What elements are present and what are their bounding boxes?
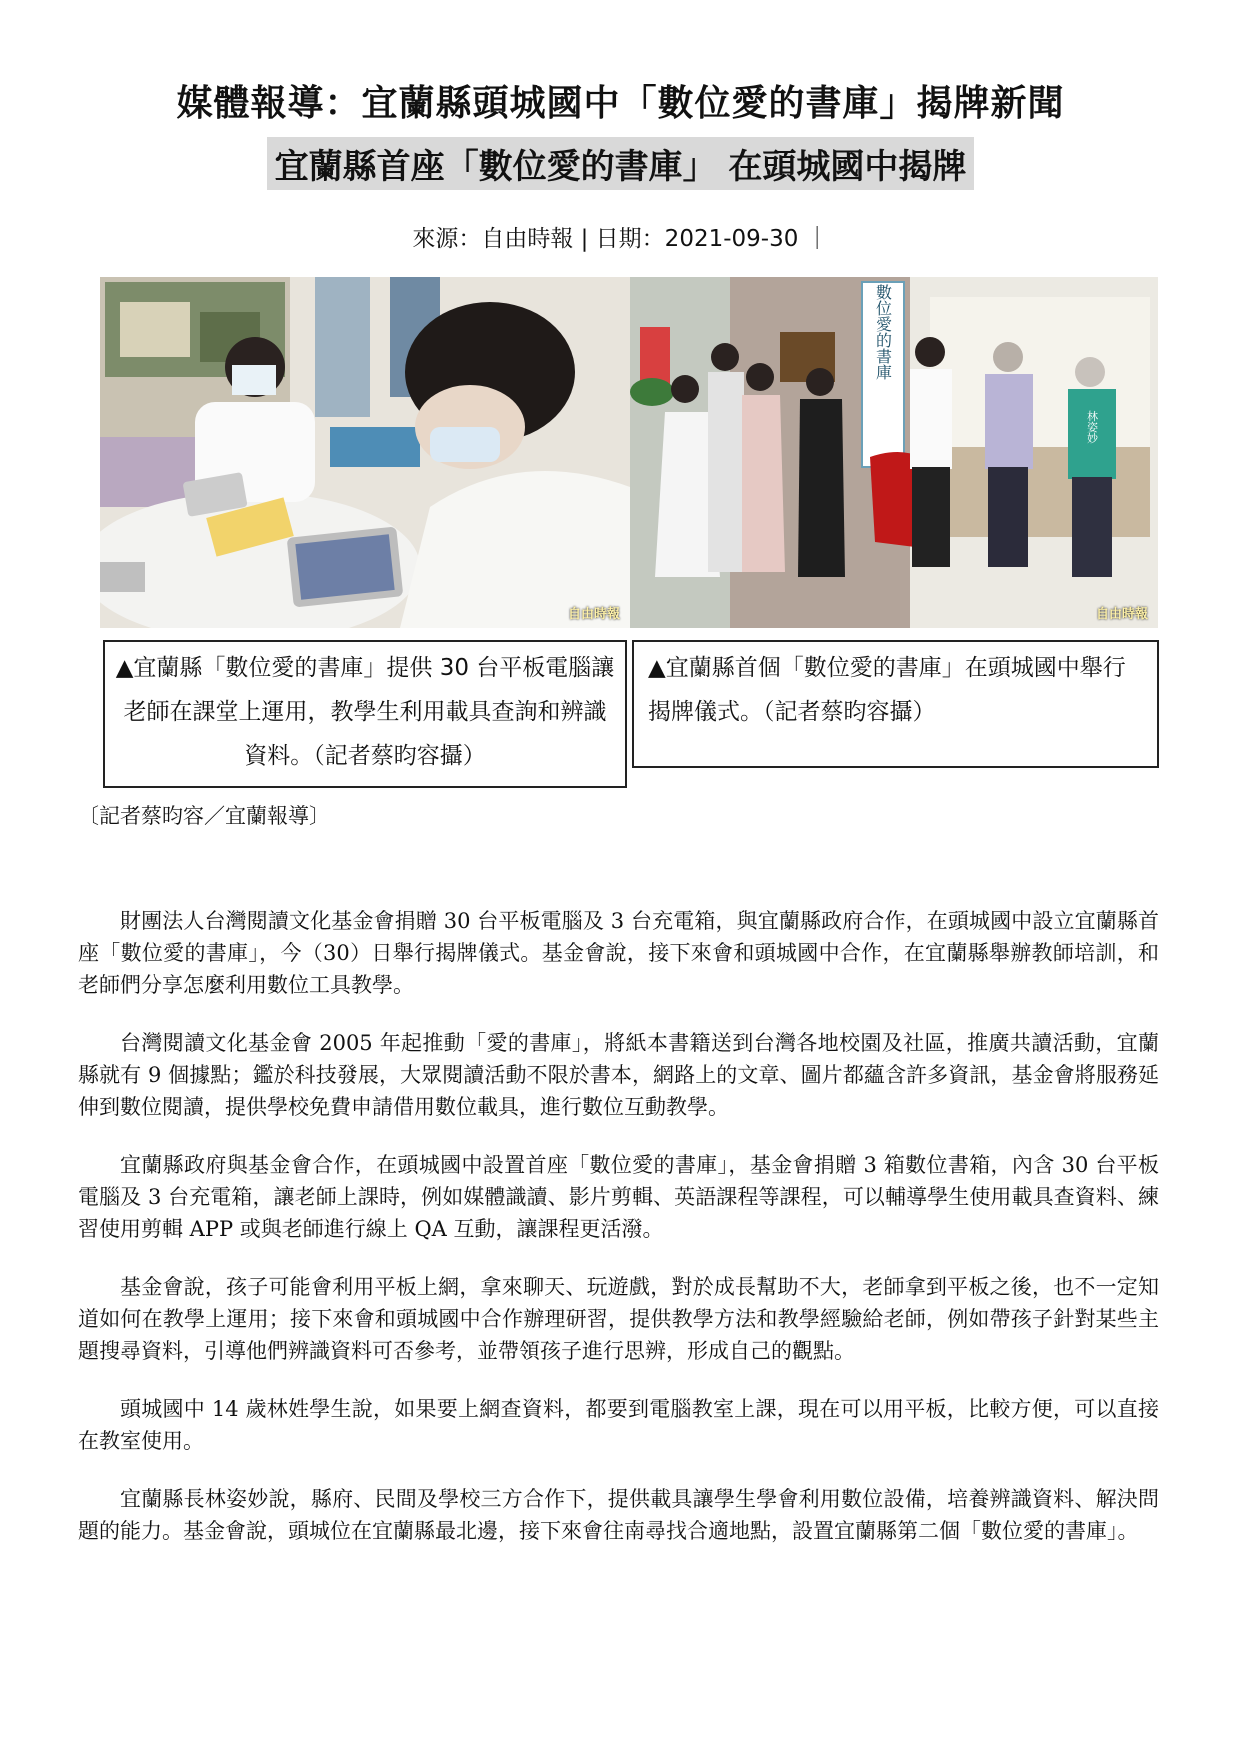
article-headline: 宜蘭縣首座「數位愛的書庫」 在頭城國中揭牌 — [267, 137, 975, 190]
students-tablets-illustration — [100, 277, 630, 628]
subtitle-wrap — [0, 137, 1241, 190]
article-body — [78, 905, 1159, 1573]
paragraph: 台灣閱讀文化基金會 2005 年起推動「愛的書庫」，將紙本書籍送到台灣各地校園及社區，推廣共讀活動，宜蘭縣就有 9 個據點；鑑於科技發展，大眾閱讀活動不限於書本，網路上的文章、圖片都蘊含許多資訊，基金會將服務延伸到數位閱讀，提供學校免費申請借用數位載具，進行數位互動教學。 — [78, 1031, 1159, 1119]
paragraph: 宜蘭縣長林姿妙說，縣府、民間及學校三方合作下，提供載具讓學生學會利用數位設備，培養辨識資料、解決問題的能力。基金會說，頭城位在宜蘭縣最北邊，接下來會往南尋找合適地點，設置宜蘭縣第二個「數位愛的書庫」。 — [78, 1487, 1159, 1543]
caption-left: ▲宜蘭縣「數位愛的書庫」提供 30 台平板電腦讓老師在課堂上運用，教學生利用載具查詢和辨識資料。（記者蔡昀容攝） — [103, 640, 627, 788]
paragraph: 宜蘭縣政府與基金會合作，在頭城國中設置首座「數位愛的書庫」，基金會捐贈 3 箱數位書箱，內含 30 台平板電腦及 3 台充電箱，讓老師上課時，例如媒體識讀、影片剪輯、英語課程等課程，可以輔導學生使用載具查資料、練習使用剪輯 APP 或與老師進行線上 QA 互動，讓課程更活潑。 — [78, 1153, 1159, 1241]
paragraph: 財團法人台灣閱讀文化基金會捐贈 30 台平板電腦及 3 台充電箱，與宜蘭縣政府合作，在頭城國中設立宜蘭縣首座「數位愛的書庫」，今（30）日舉行揭牌儀式。基金會說，接下來會和頭城國中合作，在宜蘭縣舉辦教師培訓，和老師們分享怎麼利用數位工具教學。 — [78, 909, 1159, 997]
paragraph: 基金會說，孩子可能會利用平板上網，拿來聊天、玩遊戲，對於成長幫助不大，老師拿到平板之後，也不一定知道如何在教學上運用；接下來會和頭城國中合作辦理研習，提供教學方法和教學經驗給老師，例如帶孩子針對某些主題搜尋資料，引導他們辨識資料可否參考，並帶領孩子進行思辨，形成自己的觀點。 — [78, 1275, 1159, 1363]
page-title: 媒體報導：宜蘭縣頭城國中「數位愛的書庫」揭牌新聞 — [176, 83, 1065, 124]
sign-text: 數位愛的書庫 — [873, 284, 893, 380]
sash-text: 林姿妙 — [1085, 410, 1099, 444]
photo-watermark-right: 自由時報 — [1095, 607, 1148, 622]
paragraph: 頭城國中 14 歲林姓學生說，如果要上網查資料，都要到電腦教室上課，現在可以用平板，比較方便，可以直接在教室使用。 — [78, 1397, 1159, 1453]
byline: 〔記者蔡昀容／宜蘭報導〕 — [78, 804, 330, 828]
source-date-line: 來源：自由時報 | 日期：2021-09-30 ｜ — [412, 226, 829, 252]
caption-right: ▲宜蘭縣首個「數位愛的書庫」在頭城國中舉行揭牌儀式。（記者蔡昀容攝） — [632, 640, 1159, 768]
photo-watermark-left: 自由時報 — [567, 607, 620, 622]
photo-students-tablets — [100, 277, 630, 628]
photo-unveiling-ceremony — [630, 277, 1158, 628]
unveiling-ceremony-illustration — [630, 277, 1158, 628]
